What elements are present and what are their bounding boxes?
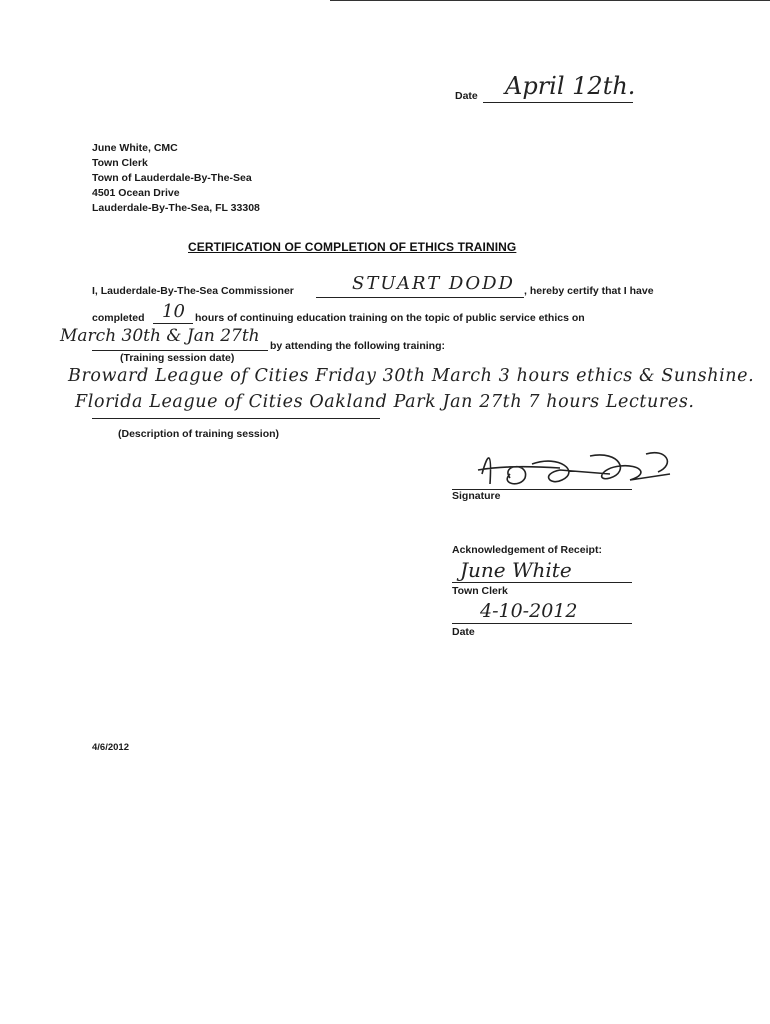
recipient-line: Town Clerk bbox=[92, 157, 148, 169]
clerk-date-handwritten: 4-10-2012 bbox=[480, 600, 578, 622]
recipient-line: June White, CMC bbox=[92, 142, 178, 154]
certify-prefix: I, Lauderdale-By-The-Sea Commissioner bbox=[92, 285, 294, 297]
date-label: Date bbox=[455, 90, 478, 102]
date-underline bbox=[483, 102, 633, 103]
recipient-line: Town of Lauderdale-By-The-Sea bbox=[92, 172, 252, 184]
clerk-date-label: Date bbox=[452, 626, 475, 638]
session-date-handwritten: March 30th & Jan 27th bbox=[60, 326, 260, 346]
recipient-line: 4501 Ocean Drive bbox=[92, 187, 180, 199]
signature-scribble-icon bbox=[470, 444, 690, 494]
clerk-date-underline bbox=[452, 623, 632, 624]
completed-prefix: completed bbox=[92, 312, 145, 324]
clerk-signature-underline bbox=[452, 582, 632, 583]
completed-suffix: hours of continuing education training on the topic of public service ethics on bbox=[195, 312, 585, 324]
description-underline bbox=[92, 418, 380, 419]
acknowledgement-heading: Acknowledgement of Receipt: bbox=[452, 544, 602, 556]
hours-handwritten: 10 bbox=[162, 301, 185, 322]
clerk-signature-handwritten: June White bbox=[460, 558, 572, 582]
commissioner-name-handwritten: STUART DODD bbox=[352, 273, 515, 294]
recipient-address bbox=[92, 141, 260, 216]
footer-date: 4/6/2012 bbox=[92, 742, 129, 753]
session-date-suffix: by attending the following training: bbox=[270, 340, 445, 352]
top-border-line bbox=[330, 0, 770, 1]
recipient-line: Lauderdale-By-The-Sea, FL 33308 bbox=[92, 202, 260, 214]
hours-underline bbox=[153, 323, 193, 324]
training-description-line1: Broward League of Cities Friday 30th March 3 hours ethics & Sunshine. bbox=[68, 366, 755, 386]
certify-suffix: , hereby certify that I have bbox=[524, 285, 654, 297]
date-handwritten: April 12th. bbox=[505, 72, 636, 100]
training-description-line2: Florida League of Cities Oakland Park Jan 27th 7 hours Lectures. bbox=[75, 392, 695, 412]
session-date-underline bbox=[92, 350, 268, 351]
page-title: CERTIFICATION OF COMPLETION OF ETHICS TRAINING bbox=[188, 240, 517, 254]
town-clerk-label: Town Clerk bbox=[452, 585, 508, 597]
description-caption: (Description of training session) bbox=[118, 428, 280, 440]
session-date-caption: (Training session date) bbox=[120, 352, 235, 364]
name-underline bbox=[316, 297, 524, 298]
signature-label: Signature bbox=[452, 490, 501, 502]
